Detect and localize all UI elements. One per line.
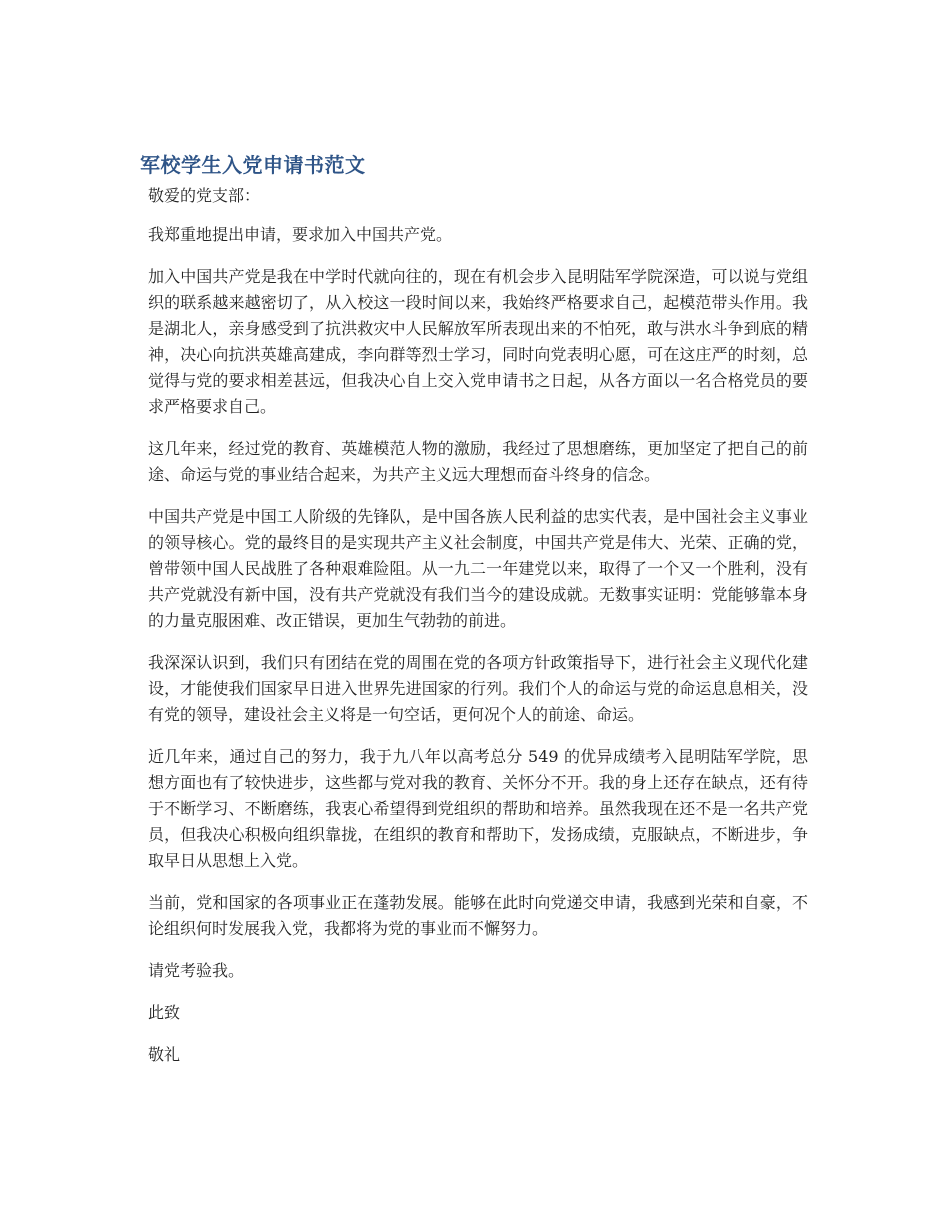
closing-request: 请党考验我。 bbox=[148, 961, 245, 980]
document-body bbox=[140, 183, 808, 1084]
paragraph-education: 这几年来，经过党的教育、英雄模范人物的激励，我经过了思想磨练，更加坚定了把自己的前途、命运与党的事业结合起来，为共产主义远大理想而奋斗终身的信念。 bbox=[148, 439, 808, 484]
paragraph-understanding: 我深深认识到，我们只有团结在党的周围在党的各项方针政策指导下，进行社会主义现代化建设，才能使我们国家早日进入世界先进国家的行列。我们个人的命运与党的命运息息相关，没有党的领导，建设社会主义将是一句空话，更何况个人的前途、命运。 bbox=[148, 653, 808, 724]
paragraph-application: 我郑重地提出申请，要求加入中国共产党。 bbox=[148, 225, 453, 244]
paragraph-commitment: 当前，党和国家的各项事业正在蓬勃发展。能够在此时向党递交申请，我感到光荣和自豪，不论组织何时发展我入党，我都将为党的事业而不懈努力。 bbox=[148, 893, 808, 938]
document-title: 军校学生入党申请书范文 bbox=[140, 153, 366, 177]
paragraph-party-nature: 中国共产党是中国工人阶级的先锋队，是中国各族人民利益的忠实代表，是中国社会主义事业的领导核心。党的最终目的是实现共产主义社会制度，中国共产党是伟大、光荣、正确的党，曾带领中国人民战胜了各种艰难险阻。从一九二一年建党以来，取得了一个又一个胜利，没有共产党就没有新中国，没有共产党就没有我们当今的建设成就。无数事实证明：党能够靠本身的力量克服困难、改正错误，更加生气勃勃的前进。 bbox=[148, 507, 808, 630]
closing-jingli: 敬礼 bbox=[148, 1045, 181, 1064]
paragraph-aspiration: 加入中国共产党是我在中学时代就向往的，现在有机会步入昆明陆军学院深造，可以说与党组织的联系越来越密切了，从入校这一段时间以来，我始终严格要求自己，起模范带头作用。我是湖北人，亲身感受到了抗洪救灾中人民解放军所表现出来的不怕死，敢与洪水斗争到底的精神，决心向抗洪英雄高建成，李向群等烈士学习，同时向党表明心愿，可在这庄严的时刻，总觉得与党的要求相差甚远，但我决心自上交入党申请书之日起，从各方面以一名合格党员的要求严格要求自己。 bbox=[148, 267, 808, 416]
closing-zhici: 此致 bbox=[148, 1003, 181, 1022]
salutation: 敬爱的党支部： bbox=[148, 186, 261, 205]
paragraph-progress: 近几年来，通过自己的努力，我于九八年以高考总分 549 的优异成绩考入昆明陆军学院，思想方面也有了较快进步，这些都与党对我的教育、关怀分不开。我的身上还存在缺点，还有待于不断学习、不断磨练，我衷心希望得到党组织的帮助和培养。虽然我现在还不是一名共产党员，但我决心积极向组织靠拢，在组织的教育和帮助下，发扬成绩，克服缺点，不断进步，争取早日从思想上入党。 bbox=[148, 747, 808, 870]
